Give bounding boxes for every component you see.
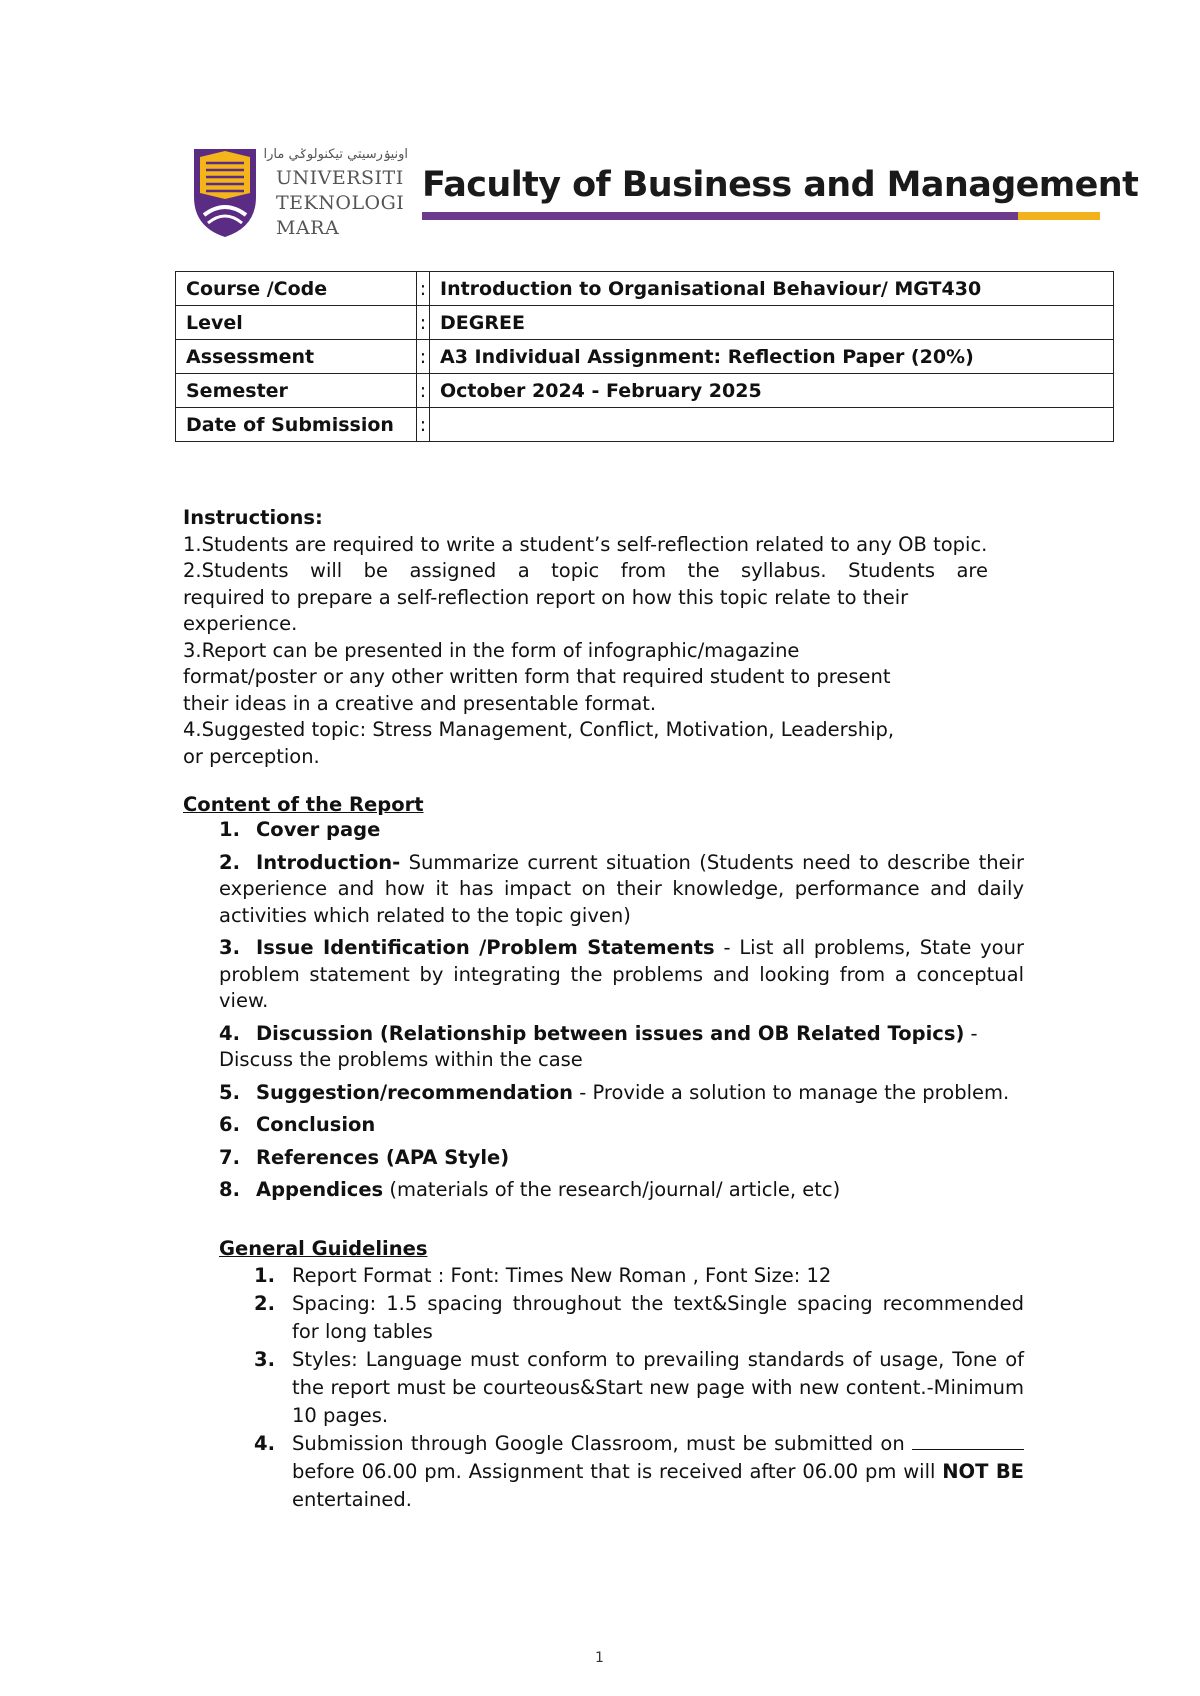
row-value — [430, 408, 1114, 442]
row-separator: : — [417, 272, 430, 306]
instruction-line: 1.Students are required to write a student’s self-reflection related to any OB topic. — [183, 532, 988, 556]
list-item: 3. Issue Identification /Problem Statements - List all problems, State your problem statement by integrating the problems and looking from a conceptual view. — [219, 936, 1024, 1012]
header-purple-bar — [422, 212, 1018, 220]
instruction-line: or perception. — [183, 744, 320, 768]
submission-date-blank — [912, 1431, 1024, 1450]
faculty-title: Faculty of Business and Management — [422, 165, 1139, 205]
list-item: 2. Spacing: 1.5 spacing throughout the text&Single spacing recommended for long tables — [254, 1292, 1024, 1343]
list-item: 6. Conclusion — [219, 1113, 376, 1136]
instruction-line: 2.Students will be assigned a topic from the syllabus. Students are — [183, 559, 988, 582]
table-row — [176, 340, 1114, 374]
row-label: Assessment — [176, 340, 417, 374]
list-item: 4. Discussion (Relationship between issues and OB Related Topics) - Discuss the problems within the case — [219, 1021, 978, 1071]
list-item: 1. Cover page — [219, 818, 381, 841]
content-list — [219, 817, 1024, 1210]
university-line-1: UNIVERSITI — [276, 167, 404, 189]
row-separator: : — [417, 408, 430, 442]
row-label: Course /Code — [176, 272, 417, 306]
university-line-3: MARA — [276, 217, 340, 239]
uitm-crest-icon — [190, 145, 260, 240]
instruction-line: required to prepare a self-reflection report on how this topic relate to their — [183, 585, 909, 609]
row-separator: : — [417, 340, 430, 374]
uitm-logo — [190, 145, 408, 245]
list-item: 8. Appendices (materials of the research/journal/ article, etc) — [219, 1178, 841, 1201]
instruction-line: 4.Suggested topic: Stress Management, Conflict, Motivation, Leadership, — [183, 718, 895, 741]
page-number: 1 — [595, 1650, 604, 1666]
course-info-table — [175, 271, 1114, 442]
jawi-script: اونيۏرسيتي تيكنولوݢي مارا — [263, 147, 408, 162]
row-separator: : — [417, 374, 430, 408]
table-row — [176, 306, 1114, 340]
instruction-line: experience. — [183, 612, 298, 635]
instruction-line: format/poster or any other written form that required student to present — [183, 665, 891, 688]
guidelines-list — [254, 1262, 1024, 1514]
university-line-2: TEKNOLOGI — [276, 192, 405, 214]
row-label: Level — [176, 306, 417, 340]
row-label: Semester — [176, 374, 417, 408]
list-item: 7. References (APA Style) — [219, 1145, 510, 1169]
row-value: October 2024 - February 2025 — [430, 374, 1114, 408]
row-value: DEGREE — [430, 306, 1114, 340]
list-item: 4. Submission through Google Classroom, must be submitted on before 06.00 pm. Assignment that is received after 06.00 pm will NOT BE entertained. — [254, 1432, 1025, 1511]
instructions-heading: Instructions: — [183, 506, 323, 529]
list-item: 1. Report Format : Font: Times New Roman , Font Size: 12 — [254, 1264, 832, 1287]
instruction-line: 3.Report can be presented in the form of infographic/magazine — [183, 638, 800, 662]
row-label: Date of Submission — [176, 408, 417, 442]
content-heading: Content of the Report — [183, 793, 424, 816]
guidelines-heading: General Guidelines — [219, 1237, 428, 1260]
instructions-section — [183, 505, 1113, 770]
list-item: 5. Suggestion/recommendation - Provide a solution to manage the problem. — [219, 1080, 1010, 1104]
row-value: Introduction to Organisational Behaviour/ MGT430 — [430, 272, 1114, 306]
list-item: 2. Introduction- Summarize current situation (Students need to describe their experience and how it has impact on their knowledge, performance and daily activities which related to the topic given) — [219, 850, 1024, 927]
header-gold-bar — [1018, 212, 1100, 220]
instruction-line: their ideas in a creative and presentable format. — [183, 691, 657, 715]
row-separator: : — [417, 306, 430, 340]
table-row — [176, 374, 1114, 408]
list-item: 3. Styles: Language must conform to prevailing standards of usage, Tone of the report must be courteous&Start new page with new content.-Minimum 10 pages. — [254, 1348, 1024, 1427]
table-row — [176, 408, 1114, 442]
table-row — [176, 272, 1114, 306]
row-value: A3 Individual Assignment: Reflection Paper (20%) — [430, 340, 1114, 374]
